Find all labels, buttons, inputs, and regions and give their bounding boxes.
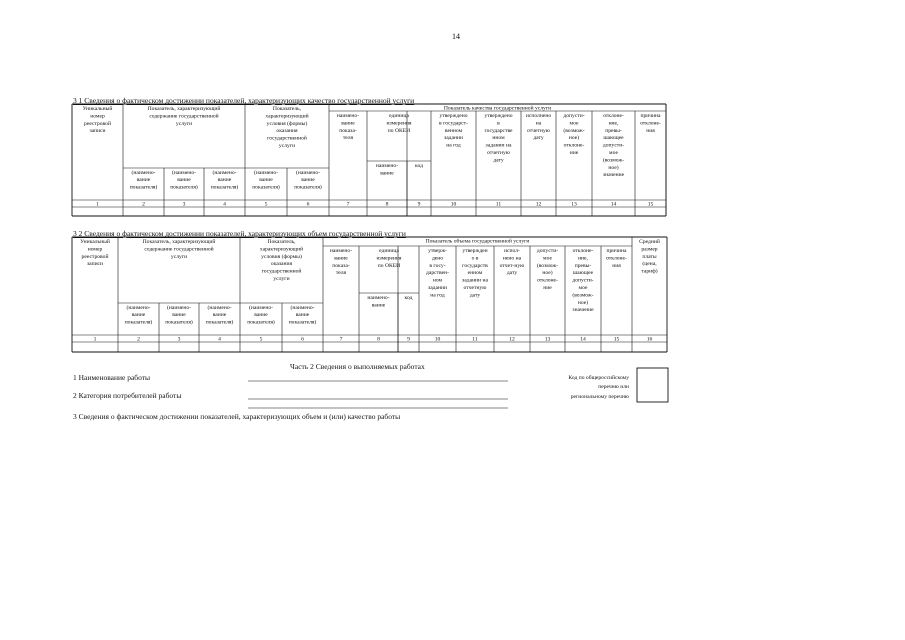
header-conditions-indicator: условия (формы)	[261, 253, 302, 260]
header-approved-year: утверж-	[428, 248, 447, 254]
header-unique-number: реестровой	[84, 120, 111, 127]
header-sub-indicator-name: (наимено-	[248, 305, 274, 311]
header-allowed-deviation: допусти-	[563, 113, 585, 119]
header-allowed-deviation: (возмож-	[563, 127, 585, 134]
header-unit: единица	[389, 113, 409, 119]
header-approved-year: венном	[444, 127, 463, 134]
header-allowed-deviation: ние	[569, 150, 579, 156]
header-conditions-indicator: оказания	[270, 261, 293, 268]
header-deviation-reason: причина	[606, 248, 627, 254]
header-deviation-reason: отклоне-	[606, 255, 627, 262]
header-sub-indicator-name: вание	[212, 312, 227, 319]
column-number: 1	[93, 336, 97, 343]
section-3-work-title: 3 Сведения о фактическом достижении показателей, характеризующих объем и (или) качество работы	[73, 412, 401, 421]
column-number: 5	[259, 336, 263, 343]
header-sub-indicator-name: вание	[172, 312, 186, 319]
header-sub-indicator-name: показателя)	[210, 184, 239, 191]
column-number: 11	[472, 336, 478, 343]
header-approved-date: задании на	[485, 142, 512, 149]
column-number: 16	[646, 336, 653, 343]
column-number: 11	[495, 201, 502, 208]
header-exceeding-deviation: ние,	[578, 255, 588, 262]
header-approved-date: енном	[467, 270, 483, 277]
column-number: 4	[223, 201, 226, 208]
column-number: 2	[142, 201, 145, 208]
column-number: 4	[218, 336, 221, 343]
header-unit-code: код	[415, 163, 423, 169]
header-exceeding-deviation: превы-	[605, 127, 622, 134]
header-unique-number: реестровой	[81, 253, 109, 260]
header-approved-date: задании на	[462, 277, 488, 284]
section-3-1-title: 3 1 Сведения о фактическом достижении показателей, характеризующих качество государственной услуги	[73, 96, 415, 105]
header-approved-year: задании	[443, 135, 464, 142]
header-indicator-name: теля	[342, 135, 354, 142]
part-2-title: Часть 2 Сведения о выполняемых работах	[290, 362, 425, 371]
column-number: 12	[535, 201, 542, 208]
header-exceeding-deviation: значение	[602, 172, 625, 179]
header-indicator-name: наимено-	[329, 248, 353, 254]
code-label-3: региональному перечню	[570, 394, 629, 400]
column-number: 3	[182, 201, 186, 208]
column-number: 9	[417, 201, 421, 208]
column-number: 8	[377, 336, 380, 343]
header-deviation-reason: причина	[640, 113, 661, 119]
header-conditions-indicator: Показатель,	[267, 239, 296, 245]
column-number: 14	[610, 201, 617, 208]
code-box[interactable]	[637, 368, 668, 402]
header-approved-date: утвержден	[462, 248, 488, 254]
header-content-indicator: Показатель, характеризующий	[142, 239, 216, 245]
header-exceeding-deviation: превы-	[574, 262, 592, 269]
header-unique-number: записи	[86, 261, 104, 268]
header-unit: по ОКЕИ	[387, 127, 411, 134]
header-exceeding-deviation: (возмож-	[572, 292, 594, 299]
header-indicator-name: вание	[334, 255, 348, 262]
column-number: 5	[264, 201, 268, 208]
header-sub-indicator-name: вание	[136, 177, 151, 184]
header-exceeding-deviation: допусти-	[572, 277, 594, 284]
header-indicator-name: показа-	[332, 262, 350, 269]
header-approved-date: государстве	[484, 127, 513, 134]
header-conditions-indicator: услуги	[273, 276, 290, 282]
column-number: 7	[346, 201, 350, 208]
column-number: 2	[137, 336, 140, 343]
header-executed: отчет-ную	[499, 262, 525, 269]
header-unit-code: код	[404, 295, 413, 301]
header-conditions-indicator: характеризующий	[259, 246, 304, 253]
header-executed: на	[535, 120, 542, 127]
header-sub-indicator-name: показателя)	[124, 319, 153, 326]
header-sub-indicator-name: (наимено-	[126, 305, 151, 311]
header-exceeding-deviation: мое	[578, 285, 588, 291]
header-conditions-indicator: Показатель,	[272, 106, 302, 112]
header-unique-number: Уникальный	[80, 239, 110, 245]
header-allowed-deviation: допусти-	[536, 248, 559, 254]
header-sub-indicator-name: показателя)	[205, 319, 234, 326]
header-executed: исполнено	[525, 113, 552, 119]
column-number: 1	[96, 201, 99, 208]
header-approved-date: государств	[462, 262, 488, 269]
header-conditions-indicator: условия (формы)	[266, 120, 308, 127]
header-allowed-deviation: отклоне-	[563, 142, 585, 149]
consumers-label: 2 Категория потребителей работы	[73, 391, 182, 400]
column-number: 12	[509, 336, 515, 343]
header-approved-date: нном	[492, 135, 505, 142]
header-content-indicator: содержание государственной	[149, 113, 219, 120]
column-number: 3	[177, 336, 181, 343]
header-approved-year: утверждено	[439, 113, 468, 119]
header-group-title: Показатель качества государственной услуги	[443, 105, 552, 112]
header-sub-indicator-name: вание	[131, 312, 146, 319]
header-deviation-reason: отклоне-	[640, 120, 661, 127]
header-executed: дату	[506, 270, 518, 277]
header-sub-indicator-name: (наимено-	[171, 170, 197, 176]
header-exceeding-deviation: шающее	[603, 135, 624, 142]
column-number: 15	[647, 201, 654, 208]
header-average-price: Средний	[639, 239, 660, 245]
header-average-price: (цена,	[642, 261, 657, 268]
header-approved-year: дарствен-	[425, 270, 450, 277]
column-number: 6	[301, 336, 304, 343]
header-unique-number: Уникальный	[82, 106, 113, 112]
header-sub-indicator-name: (наимено-	[290, 305, 315, 311]
header-sub-indicator-name: вание	[295, 312, 310, 319]
header-approved-date: в	[497, 120, 500, 127]
header-unique-number: номер	[87, 246, 103, 253]
header-unit-name: наимено-	[367, 295, 390, 301]
header-unit: измерения	[376, 255, 402, 262]
header-exceeding-deviation: значение	[572, 307, 594, 314]
header-average-price: размер	[641, 246, 658, 253]
header-sub-indicator-name: вание	[254, 312, 268, 319]
header-average-price: платы	[642, 253, 657, 260]
header-indicator-name: наимено-	[336, 113, 360, 119]
header-allowed-deviation: (возмож-	[536, 262, 559, 269]
header-sub-indicator-name: (наимено-	[166, 305, 192, 311]
header-sub-indicator-name: показателя)	[247, 319, 275, 326]
header-unit: измерения	[386, 120, 412, 127]
header-sub-indicator-name: показателя)	[252, 184, 280, 191]
header-conditions-indicator: оказания	[276, 128, 298, 135]
quality-table	[72, 104, 666, 216]
column-number: 8	[385, 201, 389, 208]
header-exceeding-deviation: ное)	[577, 299, 589, 306]
header-allowed-deviation: отклоне-	[537, 277, 558, 284]
header-average-price: тариф)	[641, 268, 658, 275]
header-approved-date: дату	[493, 157, 504, 164]
header-approved-year: в государст-	[439, 120, 468, 127]
header-sub-indicator-name: показателя)	[165, 319, 193, 326]
header-executed: дату	[533, 135, 544, 142]
header-exceeding-deviation: ние,	[608, 120, 619, 127]
header-exceeding-deviation: шающее	[572, 270, 594, 277]
part-2-fields	[248, 368, 668, 408]
work-name-label: 1 Наименование работы	[73, 373, 151, 382]
header-sub-indicator-name: показателя)	[288, 319, 317, 326]
header-sub-indicator-name: вание	[259, 177, 273, 184]
header-sub-indicator-name: (наимено-	[131, 170, 156, 176]
header-exceeding-deviation: допусти-	[602, 142, 625, 149]
header-conditions-indicator: государственной	[261, 268, 302, 275]
header-content-indicator: содержание государственной	[144, 246, 214, 253]
header-conditions-indicator: характеризующий	[265, 113, 309, 120]
header-approved-year: ном	[432, 277, 443, 284]
header-conditions-indicator: государственной	[267, 135, 307, 142]
page-number: 14	[452, 32, 460, 41]
header-approved-year: задании	[427, 285, 448, 291]
header-approved-year: на год	[446, 142, 461, 149]
header-sub-indicator-name: вание	[301, 177, 315, 184]
code-label-2: перечню или	[598, 384, 629, 390]
header-approved-date: о в	[471, 255, 479, 262]
header-executed: нено на	[502, 255, 522, 262]
header-sub-indicator-name: вание	[177, 177, 191, 184]
column-number: 7	[339, 336, 343, 343]
header-unit: единица	[379, 248, 399, 254]
header-exceeding-deviation: (возмож-	[602, 157, 625, 164]
header-sub-indicator-name: показателя)	[170, 184, 198, 191]
header-approved-date: дату	[469, 292, 481, 299]
header-unique-number: записи	[89, 128, 106, 135]
header-approved-year: в госу-	[429, 262, 446, 269]
header-content-indicator: услуги	[175, 120, 193, 127]
header-group-title: Показатель объема государственной услуги	[425, 238, 530, 245]
header-approved-date: отчетную	[463, 285, 487, 291]
header-deviation-reason: ния	[646, 127, 655, 134]
header-unit-name: вание	[380, 170, 394, 177]
header-exceeding-deviation: ное)	[608, 164, 619, 171]
column-number: 13	[544, 336, 551, 343]
header-exceeding-deviation: отклоне-	[572, 248, 594, 254]
header-executed: испол-	[504, 248, 520, 254]
section-3-2-title: 3 2 Сведения о фактическом достижении показателей, характеризующих объем государственной услуги	[73, 229, 406, 238]
header-sub-indicator-name: (наимено-	[212, 170, 237, 176]
volume-table	[72, 237, 667, 352]
header-allowed-deviation: ное)	[568, 135, 580, 142]
header-executed: отчетную	[527, 127, 550, 134]
header-allowed-deviation: ное)	[542, 270, 553, 277]
header-unit-name: вание	[371, 302, 386, 309]
header-exceeding-deviation: отклоне-	[603, 113, 624, 119]
header-allowed-deviation: ние	[543, 285, 552, 291]
header-sub-indicator-name: (наимено-	[295, 170, 321, 176]
code-label-1: Код по общероссийскому	[568, 375, 629, 381]
header-approved-year: дено	[431, 255, 444, 262]
header-sub-indicator-name: показателя)	[294, 184, 322, 191]
header-approved-year: на год	[430, 292, 445, 299]
header-exceeding-deviation: мое	[609, 150, 618, 156]
header-allowed-deviation: мое	[543, 255, 552, 262]
header-sub-indicator-name: показателя)	[129, 184, 158, 191]
header-sub-indicator-name: (наимено-	[207, 305, 232, 311]
column-number: 14	[580, 336, 586, 343]
header-approved-date: отчетную	[487, 150, 510, 156]
header-conditions-indicator: услуги	[278, 143, 296, 149]
header-content-indicator: услуги	[170, 253, 188, 260]
header-sub-indicator-name: (наимено-	[253, 170, 279, 176]
column-number: 13	[571, 201, 577, 208]
header-unit: по ОКЕИ	[377, 262, 401, 269]
header-indicator-name: вание	[341, 120, 355, 127]
header-sub-indicator-name: вание	[217, 177, 232, 184]
column-number: 10	[434, 336, 441, 343]
column-number: 10	[450, 201, 457, 208]
header-unique-number: номер	[90, 113, 105, 120]
column-number: 6	[306, 201, 310, 208]
header-indicator-name: теля	[335, 270, 347, 277]
header-indicator-name: показа-	[339, 127, 357, 134]
column-number: 9	[407, 336, 410, 343]
header-deviation-reason: ния	[612, 262, 621, 269]
header-unit-name: наимено-	[375, 163, 399, 169]
header-content-indicator: Показатель, характеризующий	[147, 106, 221, 112]
header-allowed-deviation: мое	[569, 120, 579, 127]
column-number: 15	[613, 336, 620, 343]
header-approved-date: утверждено	[484, 113, 513, 119]
